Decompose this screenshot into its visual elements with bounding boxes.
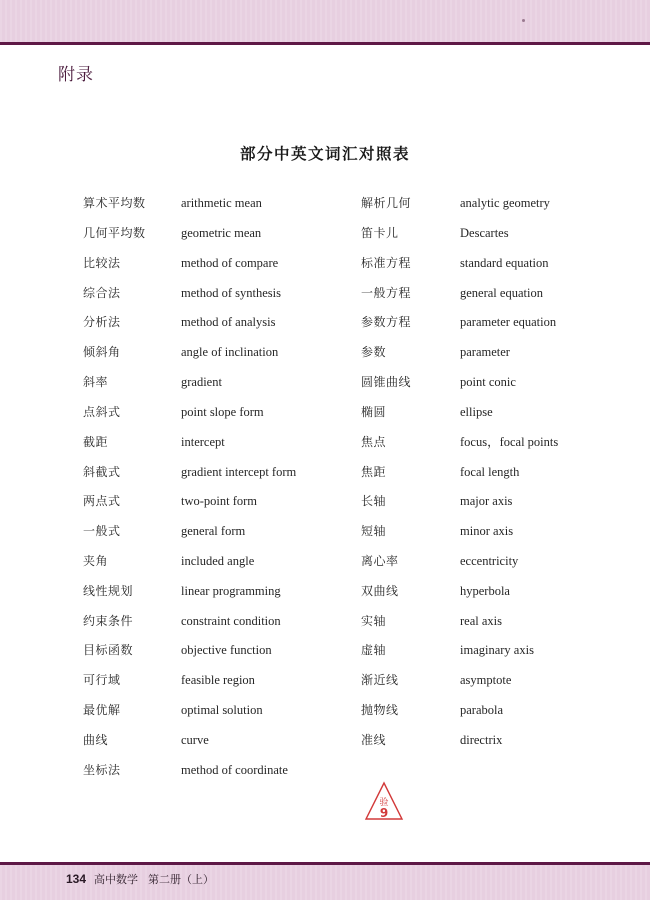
term-en: geometric mean: [181, 226, 262, 240]
term-en: parabola: [460, 703, 504, 717]
term-cn: 参数: [361, 345, 387, 359]
table-row: [0, 283, 650, 303]
term-en: real axis: [460, 614, 502, 628]
term-en: general equation: [460, 286, 543, 300]
term-cn: 曲线: [83, 733, 109, 747]
red-triangle-stamp-icon: [363, 780, 405, 822]
term-cn: 参数方程: [361, 315, 412, 329]
term-en: standard equation: [460, 256, 549, 270]
term-cn: 分析法: [83, 315, 121, 329]
table-row: [0, 312, 650, 332]
table-row: [0, 402, 650, 422]
term-en: two-point form: [181, 494, 258, 508]
term-cn: 目标函数: [83, 643, 134, 657]
term-cn: 斜率: [83, 375, 109, 389]
table-row: [0, 253, 650, 273]
term-cn: 一般方程: [361, 286, 412, 300]
term-en: angle of inclination: [181, 345, 279, 359]
term-cn: 两点式: [83, 494, 121, 508]
term-cn: 实轴: [361, 614, 387, 628]
term-cn: 倾斜角: [83, 345, 121, 359]
term-cn: 几何平均数: [83, 226, 146, 240]
term-cn: 可行域: [83, 673, 121, 687]
term-cn: 长轴: [361, 494, 387, 508]
term-cn: 线性规划: [83, 584, 134, 598]
table-row: [0, 193, 650, 213]
term-cn: 综合法: [83, 286, 121, 300]
term-en: minor axis: [460, 524, 514, 538]
term-en: intercept: [181, 435, 225, 449]
table-row: [0, 521, 650, 541]
table-row: [0, 730, 650, 750]
table-row: [0, 372, 650, 392]
term-en: hyperbola: [460, 584, 510, 598]
term-en: eccentricity: [460, 554, 519, 568]
term-en: analytic geometry: [460, 196, 550, 210]
term-cn: 抛物线: [361, 703, 399, 717]
table-row: [0, 432, 650, 452]
term-en: method of analysis: [181, 315, 276, 329]
term-cn: 焦距: [361, 465, 387, 479]
term-en: optimal solution: [181, 703, 263, 717]
term-en: method of coordinate: [181, 763, 288, 777]
term-cn: 约束条件: [83, 614, 134, 628]
term-cn: 坐标法: [83, 763, 121, 777]
term-cn: 一般式: [83, 524, 121, 538]
term-en: linear programming: [181, 584, 281, 598]
term-en: included angle: [181, 554, 255, 568]
term-en: method of synthesis: [181, 286, 281, 300]
term-en: point conic: [460, 375, 516, 389]
table-row: [0, 223, 650, 243]
term-en: objective function: [181, 643, 272, 657]
term-cn: 笛卡儿: [361, 226, 399, 240]
term-en: Descartes: [460, 226, 509, 240]
book-title: 高中数学: [94, 873, 139, 886]
term-en: point slope form: [181, 405, 264, 419]
term-en: ellipse: [460, 405, 493, 419]
term-en: parameter equation: [460, 315, 557, 329]
term-en: feasible region: [181, 673, 255, 687]
table-row: [0, 700, 650, 720]
page-footer: [66, 870, 214, 888]
term-cn: 标准方程: [361, 256, 412, 270]
term-en: parameter: [460, 345, 510, 359]
table-row: [0, 342, 650, 362]
term-cn: 夹角: [83, 554, 109, 568]
term-cn: 准线: [361, 733, 387, 747]
term-cn: 焦点: [361, 435, 387, 449]
term-en: curve: [181, 733, 209, 747]
term-en: general form: [181, 524, 246, 538]
table-row: [0, 670, 650, 690]
term-en: directrix: [460, 733, 503, 747]
table-row: [0, 581, 650, 601]
term-en: imaginary axis: [460, 643, 534, 657]
term-cn: 圆锥曲线: [361, 375, 412, 389]
term-en: asymptote: [460, 673, 512, 687]
term-cn: 渐近线: [361, 673, 399, 687]
table-row: [0, 760, 650, 780]
term-cn: 短轴: [361, 524, 387, 538]
term-en: focal length: [460, 465, 520, 479]
table-row: [0, 640, 650, 660]
table-row: [0, 551, 650, 571]
table-row: [0, 491, 650, 511]
term-en: gradient: [181, 375, 222, 389]
table-title: 部分中英文词汇对照表: [239, 145, 410, 163]
term-cn: 椭圆: [361, 405, 387, 419]
term-en: arithmetic mean: [181, 196, 262, 210]
term-cn: 双曲线: [361, 584, 399, 598]
term-cn: 算术平均数: [83, 196, 146, 210]
term-en: major axis: [460, 494, 513, 508]
term-cn: 截距: [83, 435, 109, 449]
table-row: [0, 462, 650, 482]
term-en: gradient intercept form: [181, 465, 297, 479]
term-cn: 离心率: [361, 554, 399, 568]
term-en: focus，focal points: [460, 435, 559, 449]
term-cn: 解析几何: [361, 196, 412, 210]
book-volume: 第二册（上）: [148, 873, 215, 886]
term-cn: 最优解: [83, 703, 121, 717]
term-cn: 比较法: [83, 256, 121, 270]
stamp-number: 9: [379, 806, 389, 820]
term-cn: 斜截式: [83, 465, 121, 479]
term-cn: 点斜式: [83, 405, 121, 419]
table-row: [0, 611, 650, 631]
term-en: constraint condition: [181, 614, 281, 628]
page-number: 134: [66, 872, 87, 886]
stamp-glyph: 验: [379, 798, 389, 808]
term-cn: 虚轴: [361, 643, 387, 657]
section-label: 附录: [58, 65, 94, 85]
term-en: method of compare: [181, 256, 279, 270]
